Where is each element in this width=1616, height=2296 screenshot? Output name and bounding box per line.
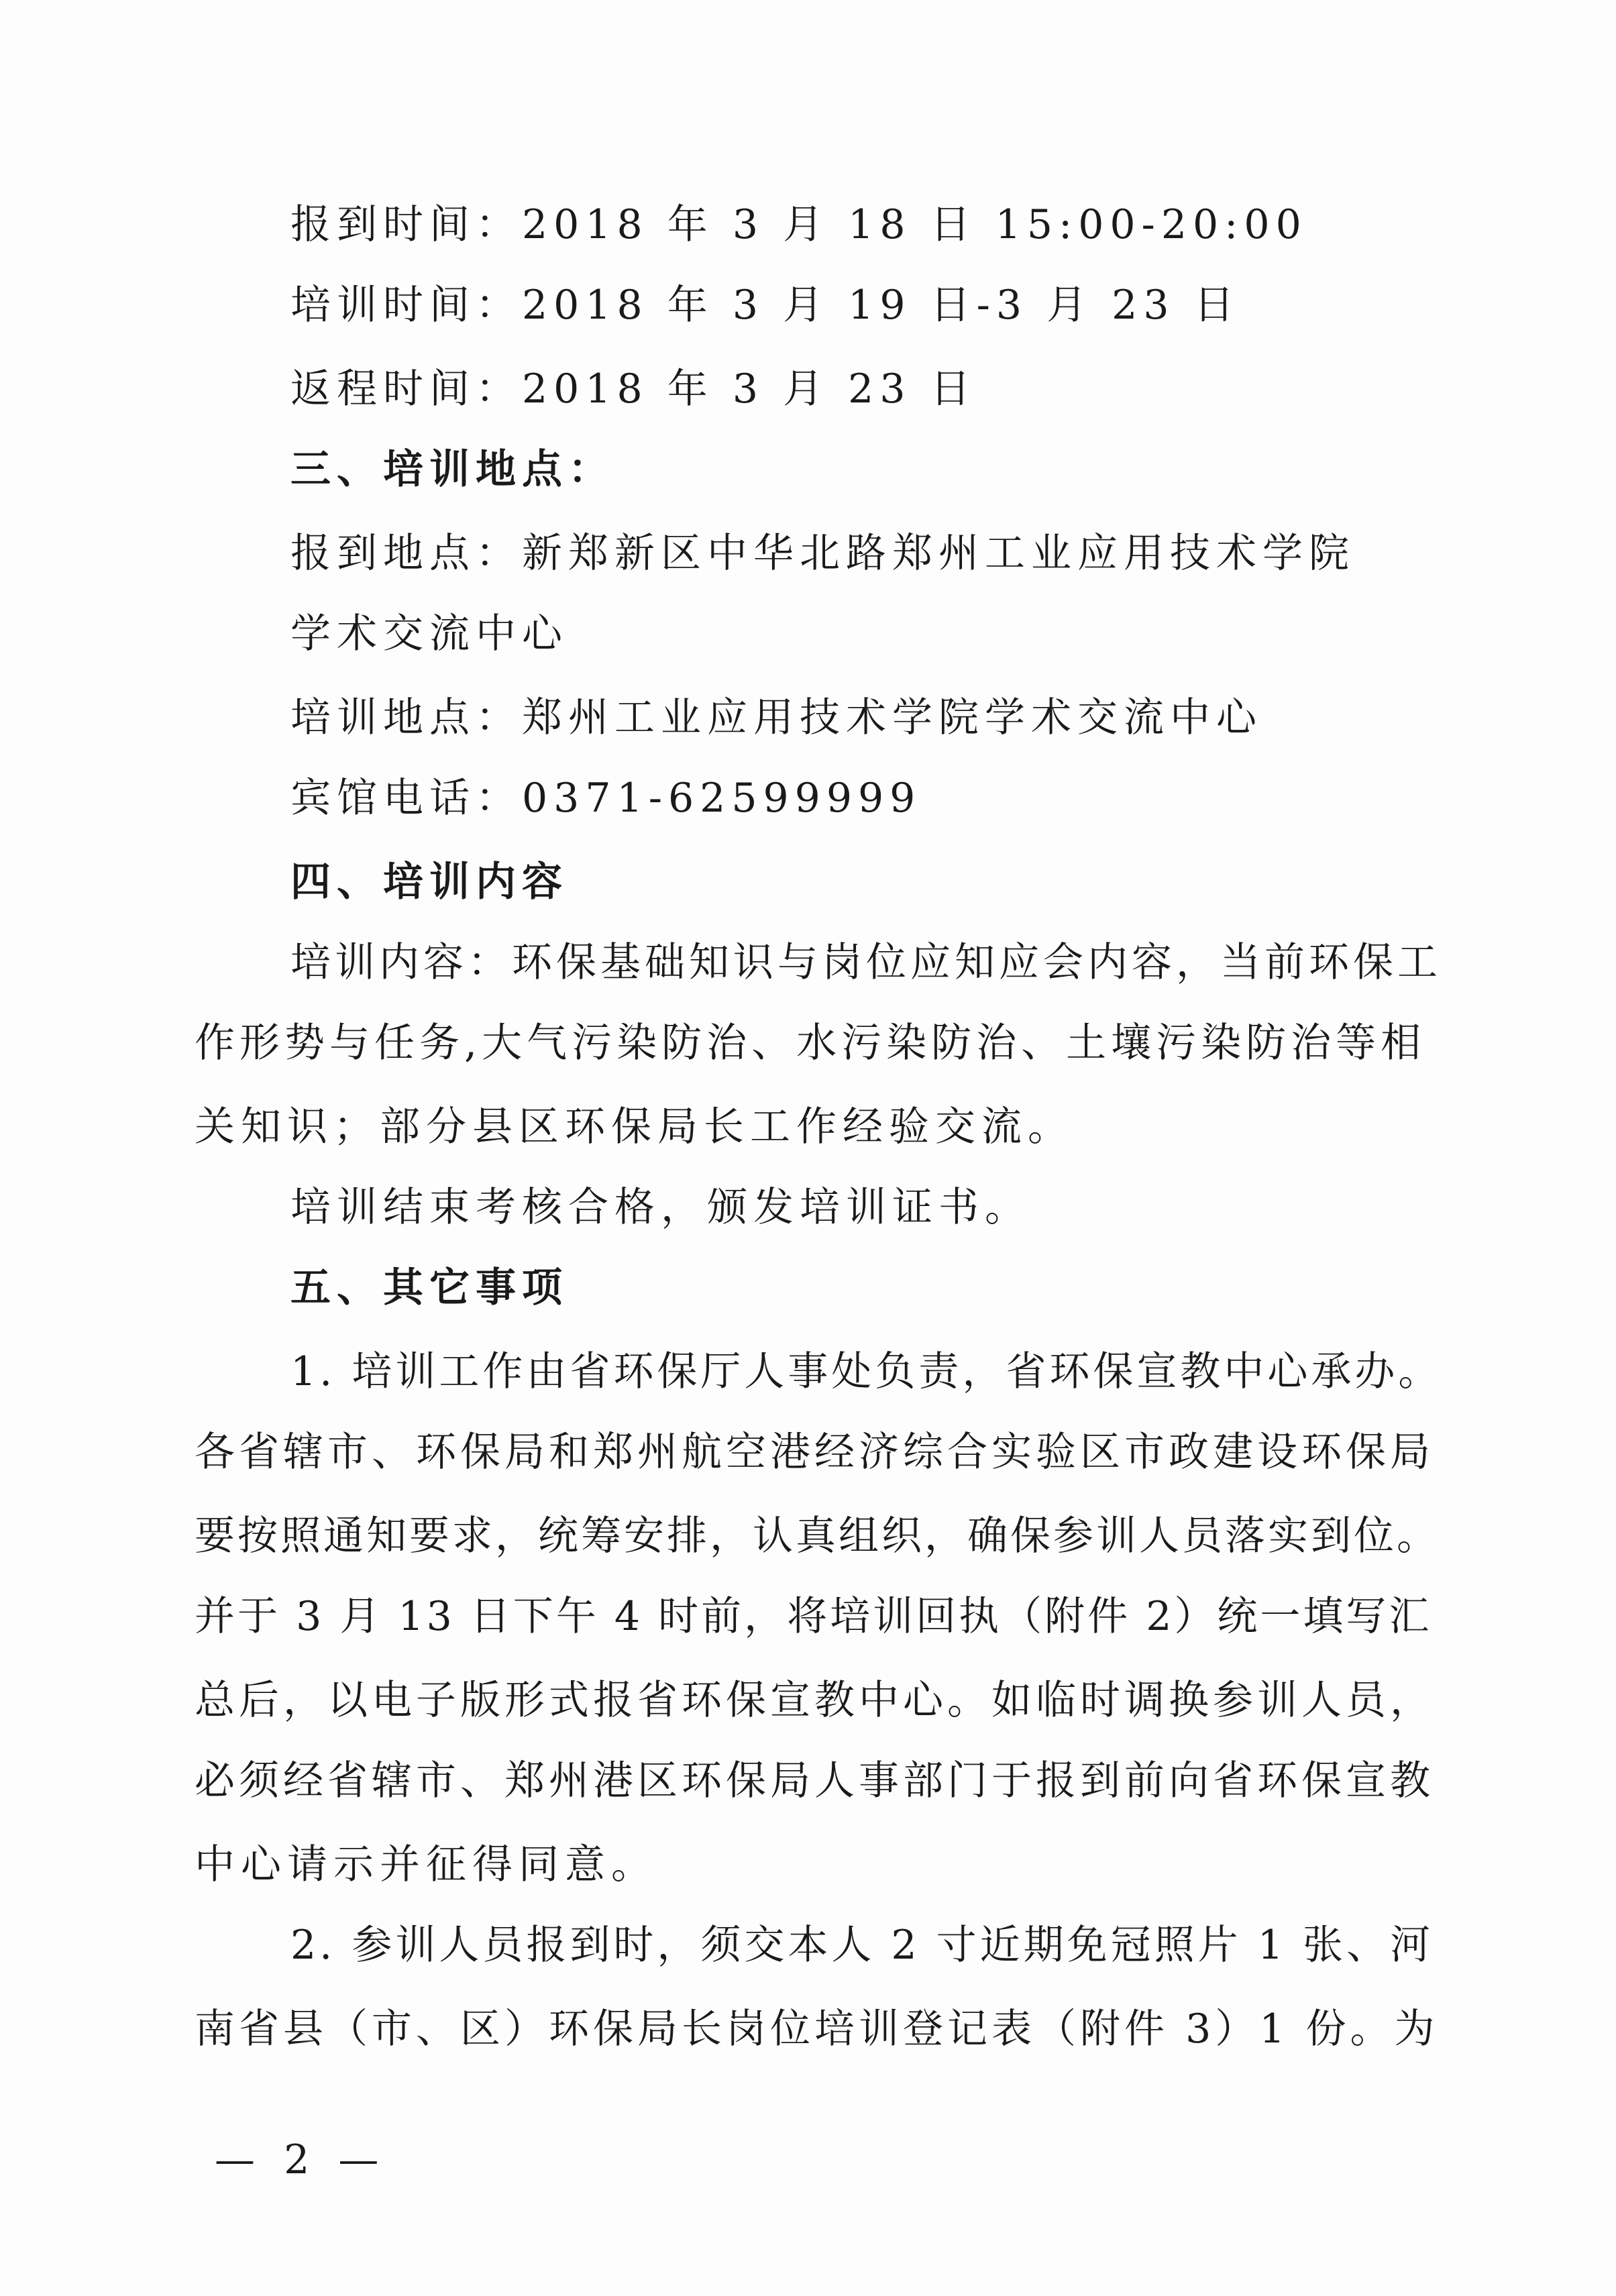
item-1-line-6: 必须经省辖市、郑州港区环保局人事部门于报到前向省环保宣教 bbox=[195, 1757, 1434, 1804]
report-location-line: 报到地点：新郑新区中华北路郑州工业应用技术学院 bbox=[290, 530, 1355, 577]
item-1-line-5: 总后，以电子版形式报省环保宣教中心。如临时调换参训人员， bbox=[195, 1677, 1434, 1724]
item-1-line-1: 1. 培训工作由省环保厅人事处负责，省环保宣教中心承办。 bbox=[290, 1348, 1442, 1395]
hotel-phone-line: 宾馆电话：0371-62599999 bbox=[290, 775, 922, 822]
training-content-line-3: 关知识；部分县区环保局长工作经验交流。 bbox=[195, 1103, 1074, 1150]
training-content-line-1: 培训内容：环保基础知识与岗位应知应会内容，当前环保工 bbox=[290, 939, 1442, 986]
item-1-line-2: 各省辖市、环保局和郑州航空港经济综合实验区市政建设环保局 bbox=[195, 1429, 1434, 1476]
item-2-line-1: 2. 参训人员报到时，须交本人 2 寸近期免冠照片 1 张、河 bbox=[290, 1922, 1434, 1969]
certificate-line: 培训结束考核合格，颁发培训证书。 bbox=[290, 1184, 1031, 1231]
item-2-line-2: 南省县（市、区）环保局长岗位培训登记表（附件 3）1 份。为 bbox=[195, 2006, 1439, 2053]
report-location-continuation: 学术交流中心 bbox=[290, 610, 568, 657]
section-heading-training-content: 四、培训内容 bbox=[290, 859, 568, 906]
item-1-line-3: 要按照通知要求，统筹安排，认真组织，确保参训人员落实到位。 bbox=[195, 1513, 1440, 1560]
training-time-line: 培训时间：2018 年 3 月 19 日-3 月 23 日 bbox=[290, 282, 1240, 329]
page-number: — 2 — bbox=[215, 2136, 387, 2183]
section-heading-training-location: 三、培训地点： bbox=[290, 446, 614, 493]
item-1-line-4: 并于 3 月 13 日下午 4 时前，将培训回执（附件 2）统一填写汇 bbox=[195, 1593, 1432, 1640]
training-content-line-2: 作形势与任务,大气污染防治、水污染防治、土壤污染防治等相 bbox=[195, 1020, 1426, 1067]
training-location-line: 培训地点：郑州工业应用技术学院学术交流中心 bbox=[290, 694, 1262, 741]
return-time-line: 返程时间：2018 年 3 月 23 日 bbox=[290, 366, 977, 413]
section-heading-other-matters: 五、其它事项 bbox=[290, 1264, 568, 1311]
item-1-line-7: 中心请示并征得同意。 bbox=[195, 1841, 657, 1888]
report-time-line: 报到时间：2018 年 3 月 18 日 15:00-20:00 bbox=[290, 201, 1307, 248]
